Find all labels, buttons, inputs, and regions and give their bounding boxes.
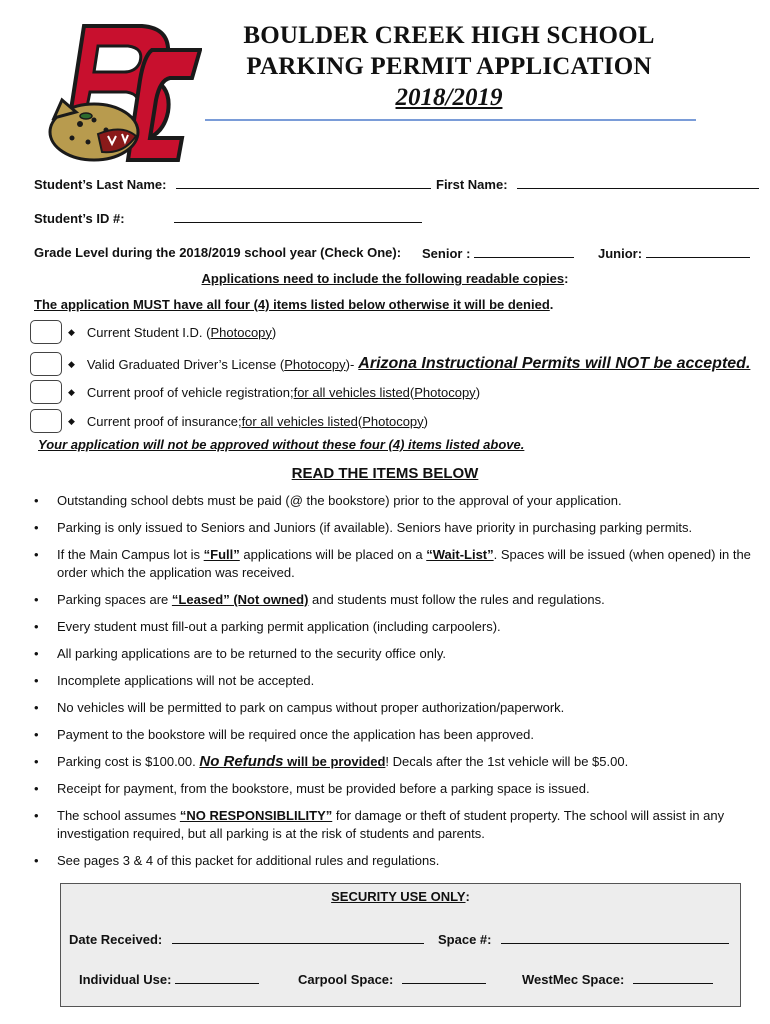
diamond-bullet-icon: ◆ [68,386,75,397]
carpool-space-row [298,971,486,987]
senior-field[interactable] [474,245,574,258]
requirements-title: Applications need to include the following readable copies: [201,271,569,286]
list-item: • Payment to the bookstore will be required once the application has been approved. [34,726,754,744]
security-use-box [60,883,741,1007]
grade-level-row [34,245,401,260]
junior-field[interactable] [646,245,750,258]
last-name-label: Student’s Last Name: [34,177,167,192]
school-year: 2018/2019 [395,84,503,111]
senior-label: Senior : [422,246,471,261]
junior-label: Junior: [598,246,643,261]
carpool-space-field[interactable] [402,971,486,984]
requirement-item-insurance: ◆ Current proof of insurance; for all vehicles listed ( Photocopy ) [30,408,428,434]
student-id-row [34,210,422,226]
westmec-space-row [522,971,713,987]
space-number-row [438,931,729,947]
student-id-label: Student’s ID #: [34,211,125,226]
requirement-item-drivers-license: ◆ Valid Graduated Driver’s License ( Photocopy )- Arizona Instructional Permits will NOT be accepted. [30,351,750,377]
student-id-field[interactable] [174,210,422,223]
date-received-row [69,931,424,947]
diamond-bullet-icon: ◆ [68,358,75,369]
list-item: • Receipt for payment, from the bookstore, must be provided before a parking space is issued. [34,780,754,798]
junior-row [598,245,750,261]
last-name-row [34,176,431,192]
list-item: • See pages 3 & 4 of this packet for additional rules and regulations. [34,852,754,870]
list-item: • Parking cost is $100.00. No Refunds will be provided! Decals after the 1st vehicle will be $5.00. [34,753,754,771]
date-received-label: Date Received: [69,932,163,947]
westmec-space-field[interactable] [633,971,713,984]
document-header [200,20,698,113]
space-number-field[interactable] [501,931,729,944]
list-item: • Incomplete applications will not be accepted. [34,672,754,690]
requirement-item-student-id: ◆ Current Student I.D. ( Photocopy ) [30,319,276,345]
read-items-title: READ THE ITEMS BELOW [291,465,479,482]
list-item: • Parking is only issued to Seniors and Juniors (if available). Seniors have priority in purchasing parking permits. [34,519,754,537]
space-number-label: Space #: [438,932,492,947]
list-item: • Every student must fill-out a parking permit application (including carpoolers). [34,618,754,636]
diamond-bullet-icon: ◆ [68,326,75,337]
carpool-space-label: Carpool Space: [298,972,394,987]
list-item: • No vehicles will be permitted to park on campus without proper authorization/paperwork. [34,699,754,717]
list-item: • The school assumes “NO RESPONSIBLILITY” for damage or theft of student property. The school will assist in any investigation required, but all parking is at the risk of students and parents. [34,807,754,843]
first-name-field[interactable] [517,176,759,189]
individual-use-field[interactable] [175,971,259,984]
security-title: SECURITY USE ONLY: [331,889,470,904]
rules-list [34,492,754,879]
list-item: • Outstanding school debts must be paid (@ the bookstore) prior to the approval of your application. [34,492,754,510]
requirements-warning: The application MUST have all four (4) items listed below otherwise it will be denied. [34,297,554,312]
first-name-row [436,176,759,192]
westmec-space-label: WestMec Space: [522,972,625,987]
checkbox[interactable] [30,352,62,376]
school-logo [32,20,202,170]
document-title: PARKING PERMIT APPLICATION [246,53,652,80]
list-item: • All parking applications are to be returned to the security office only. [34,645,754,663]
checkbox[interactable] [30,409,62,433]
first-name-label: First Name: [436,177,508,192]
approval-notice: Your application will not be approved without these four (4) items listed above. [38,437,525,452]
individual-use-label: Individual Use: [79,972,172,987]
list-item: • If the Main Campus lot is “Full” applications will be placed on a “Wait-List”. Spaces will be issued (when opened) in the order which the application was received. [34,546,754,582]
checkbox[interactable] [30,380,62,404]
individual-use-row [79,971,259,987]
last-name-field[interactable] [176,176,431,189]
diamond-bullet-icon: ◆ [68,415,75,426]
school-name: BOULDER CREEK HIGH SCHOOL [243,22,655,49]
grade-level-label: Grade Level during the 2018/2019 school year (Check One): [34,245,402,260]
date-received-field[interactable] [172,931,424,944]
requirement-item-registration: ◆ Current proof of vehicle registration; for all vehicles listed ( Photocopy ) [30,379,480,405]
header-divider [205,119,696,121]
senior-row [422,245,574,261]
permit-warning: Arizona Instructional Permits will NOT be accepted. [358,355,751,372]
list-item: • Parking spaces are “Leased” (Not owned) and students must follow the rules and regulations. [34,591,754,609]
checkbox[interactable] [30,320,62,344]
